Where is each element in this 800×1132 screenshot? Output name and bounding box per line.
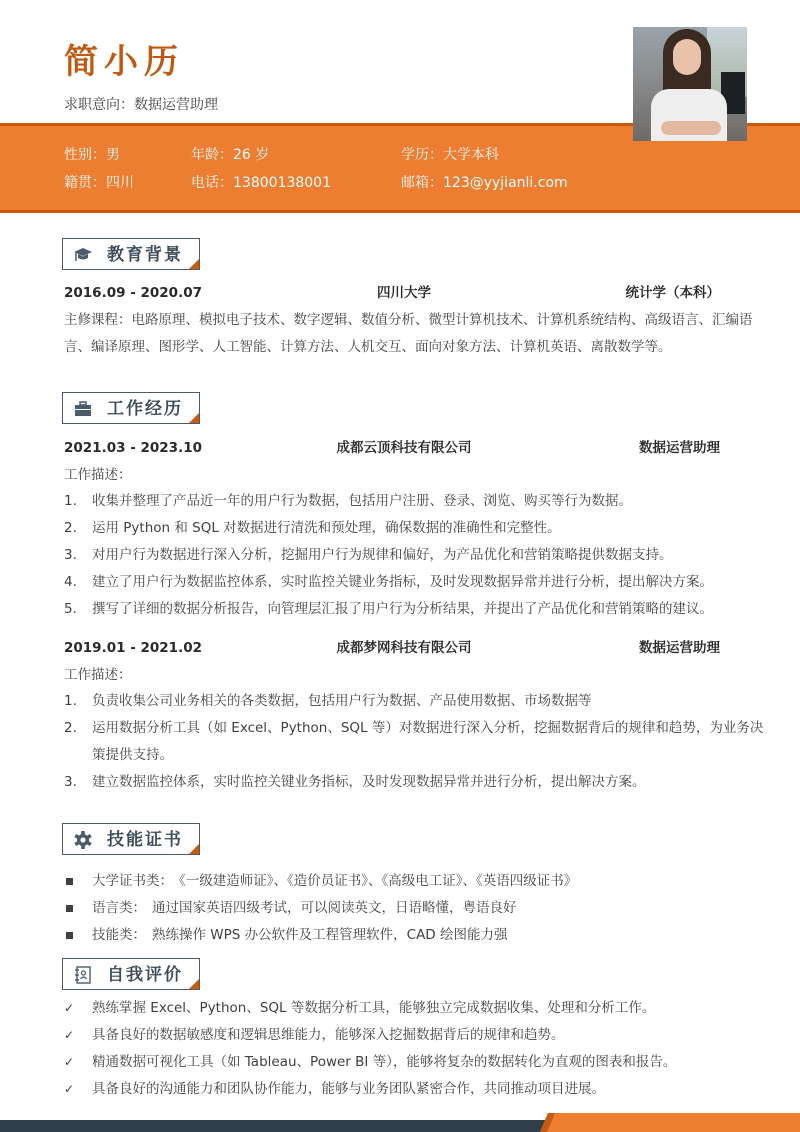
info-phone: 电话：13800138001 — [191, 175, 331, 191]
skills-list — [64, 868, 764, 949]
square-bullet-icon — [66, 878, 73, 885]
list-item: 2. 运用 Python 和 SQL 对数据进行清洗和预处理，确保数据的准确性和完整性。 — [64, 520, 561, 536]
education-period: 2016.09 - 2020.07 — [64, 285, 202, 301]
job-duties-list — [64, 688, 764, 796]
list-item: 语言类： 通过国家英语四级考试，可以阅读英文，日语略懂，粤语良好 — [64, 895, 764, 922]
list-item: ✓ 精通数据可视化工具（如 Tableau、Power BI 等），能够将复杂的数据转化为直观的图表和报告。 — [64, 1049, 764, 1076]
list-item: 1. 负责收集公司业务相关的各类数据，包括用户行为数据、产品使用数据、市场数据等 — [64, 693, 592, 709]
section-header-self-eval — [62, 958, 200, 990]
job-period: 2021.03 - 2023.10 — [64, 440, 202, 456]
info-hometown: 籍贯：四川 — [64, 175, 134, 191]
check-icon: ✓ — [64, 1028, 75, 1042]
footer-decoration — [0, 1113, 800, 1132]
info-age: 年龄：26 岁 — [191, 147, 270, 163]
section-header-education — [62, 238, 200, 270]
self-eval-list — [64, 995, 764, 1103]
education-school: 四川大学 — [377, 285, 431, 301]
list-item: 5. 撰写了详细的数据分析报告，向管理层汇报了用户行为分析结果，并提出了产品优化和营销策略的建议。 — [64, 601, 713, 617]
info-email: 邮箱：123@yyjianli.com — [401, 175, 568, 191]
list-item: 1. 收集并整理了产品近一年的用户行为数据，包括用户注册、登录、浏览、购买等行为数据。 — [64, 493, 632, 509]
job-company: 成都梦网科技有限公司 — [336, 640, 472, 656]
list-item: 技能类： 熟练操作 WPS 办公软件及工程管理软件，CAD 绘图能力强 — [64, 922, 764, 949]
corner-accent — [189, 979, 199, 989]
corner-accent — [189, 413, 199, 423]
list-item: 3. 建立数据监控体系，实时监控关键业务指标，及时发现数据异常并进行分析，提出解决方案。 — [64, 774, 646, 790]
job-desc-label: 工作描述： — [64, 667, 132, 683]
corner-accent — [189, 844, 199, 854]
info-gender: 性别：男 — [64, 147, 120, 163]
list-item: 大学证书类： 《一级建造师证》、《造价员证书》、《高级电工证》、《英语四级证书》 — [64, 868, 764, 895]
list-item: ✓ 熟练掌握 Excel、Python、SQL 等数据分析工具，能够独立完成数据收集、处理和分析工作。 — [64, 995, 764, 1022]
square-bullet-icon — [66, 932, 73, 939]
section-title: 自我评价 — [107, 965, 183, 985]
info-education: 学历：大学本科 — [401, 147, 499, 163]
job-row — [64, 638, 744, 658]
education-courses: 主修课程：电路原理、模拟电子技术、数字逻辑、数值分析、微型计算机技术、计算机系统结构、高级语言、汇编语言、编译原理、图形学、人工智能、计算方法、人机交互、面向对象方法、计算机英语、离散数学等。 — [64, 312, 753, 355]
resume-name: 简小历 — [64, 42, 184, 82]
list-item: ✓ 具备良好的沟通能力和团队协作能力，能够与业务团队紧密合作，共同推动项目进展。 — [64, 1076, 764, 1103]
photo-face — [673, 39, 701, 75]
section-header-skills — [62, 823, 200, 855]
section-header-work — [62, 392, 200, 424]
job-desc-label: 工作描述： — [64, 467, 132, 483]
job-position: 数据运营助理 — [639, 640, 720, 656]
photo-arms — [661, 121, 721, 135]
job-company: 成都云顶科技有限公司 — [336, 440, 472, 456]
list-item: ✓ 具备良好的数据敏感度和逻辑思维能力，能够深入挖掘数据背后的规律和趋势。 — [64, 1022, 764, 1049]
square-bullet-icon — [66, 905, 73, 912]
job-duties-list — [64, 488, 764, 623]
job-intent-value: 数据运营助理 — [134, 97, 218, 113]
check-icon: ✓ — [64, 1001, 75, 1015]
job-position: 数据运营助理 — [639, 440, 720, 456]
section-title: 教育背景 — [107, 245, 183, 265]
education-major: 统计学（本科） — [625, 285, 720, 301]
list-item: 2. 运用数据分析工具（如 Excel、Python、SQL 等）对数据进行深入分析，挖掘数据背后的规律和趋势，为业务决策提供支持。 — [64, 720, 764, 763]
job-row — [64, 438, 744, 458]
briefcase-icon — [73, 400, 93, 418]
section-title: 工作经历 — [107, 399, 183, 419]
gear-icon — [73, 831, 93, 849]
list-item: 4. 建立了用户行为数据监控体系，实时监控关键业务指标，及时发现数据异常并进行分析，提出解决方案。 — [64, 574, 713, 590]
profile-photo — [633, 27, 747, 141]
corner-accent — [189, 259, 199, 269]
section-title: 技能证书 — [107, 830, 183, 850]
job-intent — [64, 95, 218, 115]
education-row — [64, 283, 744, 303]
job-intent-label: 求职意向： — [64, 97, 134, 113]
graduation-cap-icon — [73, 246, 93, 264]
job-period: 2019.01 - 2021.02 — [64, 640, 202, 656]
list-item: 3. 对用户行为数据进行深入分析，挖掘用户行为规律和偏好，为产品优化和营销策略提供数据支持。 — [64, 547, 673, 563]
contact-book-icon — [73, 966, 93, 984]
check-icon: ✓ — [64, 1082, 75, 1096]
check-icon: ✓ — [64, 1055, 75, 1069]
